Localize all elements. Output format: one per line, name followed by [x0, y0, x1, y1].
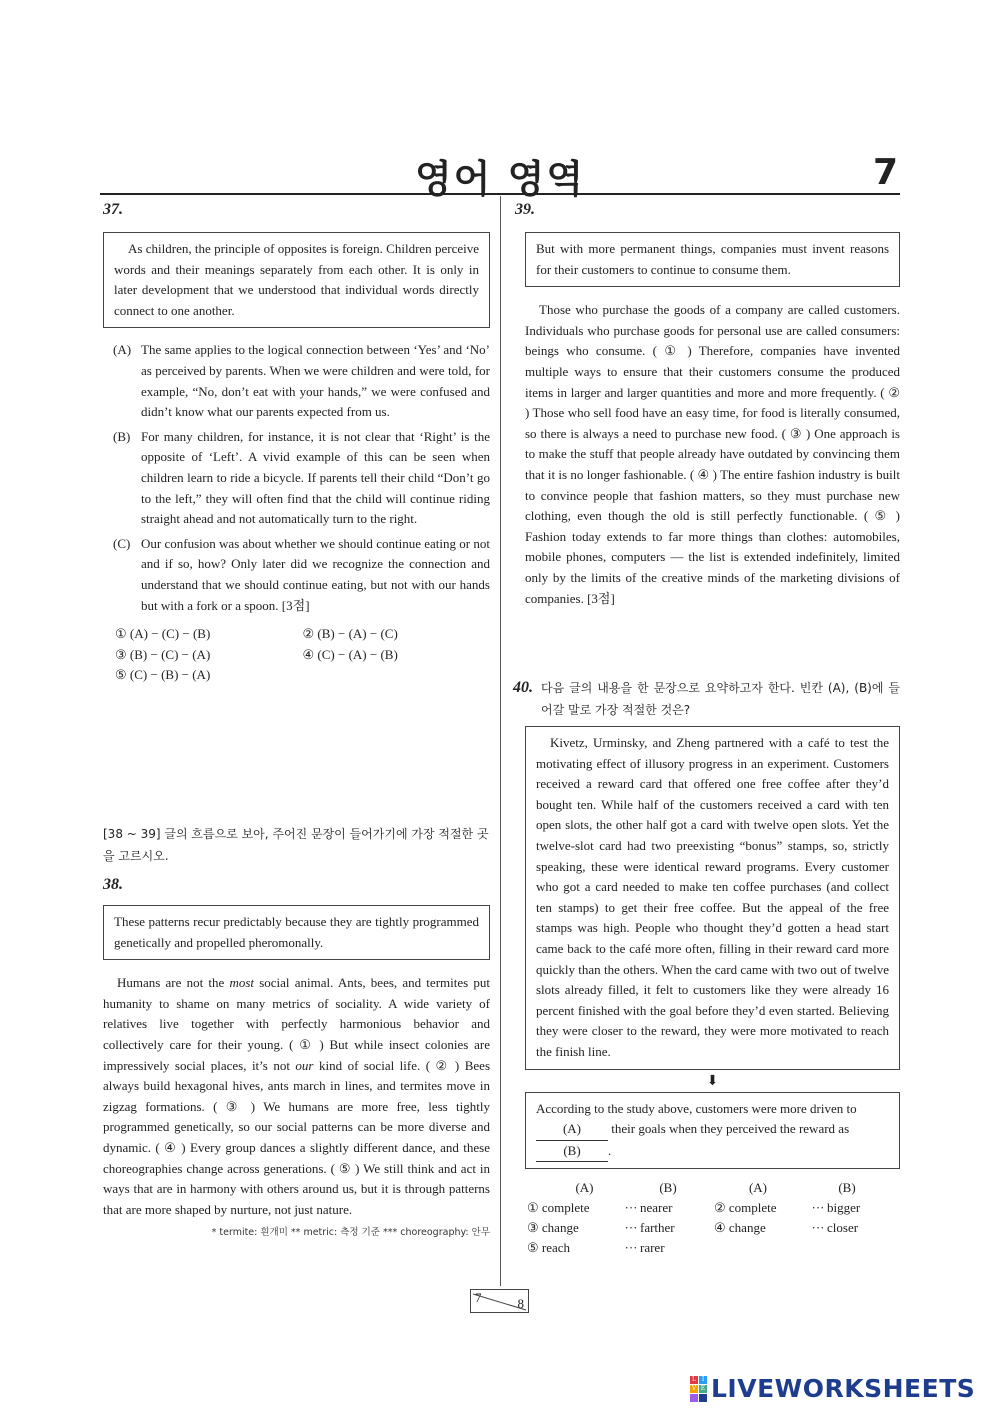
question-38-number: 38. — [103, 876, 123, 893]
header-rule — [100, 193, 900, 195]
choice-2-a-word: complete — [728, 1200, 777, 1216]
choice-1-a[interactable] — [527, 1198, 622, 1218]
passage-part-2: social animal. Ants, bees, and termites put humanity to shame on many metrics of sociality. A wide variety of relatives live together with perfectly harmonious behavior and collectively care for their young. ( ① ) But while insect colonies are impressively social places, it’s not — [103, 975, 490, 1073]
liveworksheets-brand — [690, 1374, 975, 1403]
choice-2-b: bigger — [827, 1200, 861, 1216]
logo-square-4: E — [700, 1384, 706, 1392]
choice-3-dots: ··· — [624, 1220, 638, 1236]
column-divider — [500, 196, 501, 1286]
question-39-passage: Those who purchase the goods of a company are called customers. Individuals who purchase goods for personal use are called consumers: beings who consume. ( ① ) Therefore, companies have invented multiple ways to ensure that their customers consume the produced items in larger and larger quantities and more and more frequently. ( ② ) Those who sell food have an easy time, for food is literally consumed, so there is always a need to purchase new food. ( ③ ) One approach is to make the stuff that people already have outdated by convincing them that it is no longer fashionable. ( ④ ) The entire fashion industry is built to convince people that fashion matters, so they must purchase new clothing, even though the old is still perfectly functionable. ( ⑤ ) Fashion today extends to far more things than clothes: automobiles, mobile phones, computers — the list is extended indefinitely, limited only by the limits of the creative minds of the marketing divisions of companies. [3점] — [525, 302, 900, 606]
choice-4-dots: ··· — [811, 1220, 825, 1236]
choice-3-number: ③ — [527, 1220, 539, 1236]
section-title: 영어 영역 — [414, 157, 586, 201]
header-b-right: (B) — [838, 1180, 856, 1196]
page-current: 7 — [475, 1290, 482, 1305]
choice-3[interactable]: ③ (B) − (C) − (A) — [115, 646, 211, 662]
logo-square-6 — [699, 1394, 707, 1402]
summary-part-1: According to the study above, customers were more driven to — [536, 1100, 857, 1116]
page-number: 7 — [872, 152, 898, 193]
question-40-summary-box — [525, 1092, 900, 1170]
passage-part-3: kind of social life. ( ② ) Bees always build hexagonal hives, ants march in lines, and termites move in zigzag formations. ( ③ ) We humans are more free, less tightly programmed genetically, so our social patterns can be more diverse and dynamic. ( ④ ) Every group dances a slightly different dance, and these choreographies change across generations. ( ⑤ ) We still think and act in ways that are in harmony with others around us, but it is through patterns that are more shaped by nurture, not just nature. — [103, 1057, 491, 1217]
choice-2-number: ② — [714, 1200, 726, 1216]
choices-row-1 — [527, 1198, 900, 1218]
choice-1-b: nearer — [640, 1200, 673, 1216]
option-b — [103, 427, 490, 530]
option-c — [103, 534, 490, 616]
choice-4[interactable]: ④ (C) − (A) − (B) — [302, 646, 398, 662]
passage-emphasis-most: most — [229, 975, 255, 991]
passage-emphasis-our: our — [295, 1057, 314, 1073]
choice-5-b: rarer — [640, 1240, 665, 1256]
question-40-header — [513, 677, 900, 721]
option-b-label: (B) — [113, 428, 131, 444]
question-40 — [513, 677, 900, 1258]
header-b-left: (B) — [659, 1180, 677, 1196]
question-40-passage-box: Kivetz, Urminsky, and Zheng partnered with a café to test the motivating effect of illusory progress in an experiment. Customers received a reward card that offered one free coffee after they’d bought ten. While half of the customers received a card with ten open slots, the other half got a card with twelve open slots. Yet the twelve-slot card had two preexisting “bonus” stamps, so, strictly speaking, these were identical reward programs. Every customer who got a card needed to make ten coffee purchases (and collect ten stamps) to get their free coffee. But the appeal of the free stamps was high. People who thought they’d gotten a head start came back to the café more often, filling in their reward card more quickly than the others. When the card came with two out of twelve slots already filled, it felt to customers like they were already 16 percent finished with the goal before they’d even started. Believing they were closer to the reward, they were more motivated to reach the finish line. — [525, 726, 900, 1070]
question-37-number: 37. — [103, 201, 123, 218]
logo-square-2: I — [699, 1376, 707, 1384]
header-a-left: (A) — [575, 1180, 594, 1196]
choice-4-b: closer — [827, 1220, 859, 1236]
question-39-given-box: But with more permanent things, companies must invent reasons for their customers to continue to consume them. — [525, 232, 900, 287]
choice-4-number: ④ — [714, 1220, 726, 1236]
logo-square-5 — [690, 1394, 698, 1402]
instruction-38-39: [38 ~ 39] 글의 흐름으로 보아, 주어진 문장이 들어가기에 가장 적절한 곳을 고르시오. — [103, 827, 489, 863]
question-40-number: 40. — [513, 679, 533, 696]
left-column — [103, 201, 490, 686]
choice-5-number: ⑤ — [527, 1240, 539, 1256]
question-40-prompt: 다음 글의 내용을 한 문장으로 요약하고자 한다. 빈칸 (A), (B)에 들어갈 말로 가장 적절한 것은? — [541, 681, 900, 717]
logo-square-3: V — [691, 1384, 697, 1392]
question-37-options — [103, 340, 490, 616]
blank-a[interactable]: (A) — [536, 1119, 608, 1141]
choice-4-a[interactable] — [714, 1218, 809, 1238]
choice-5-dots: ··· — [624, 1240, 638, 1256]
choice-1-number: ① — [527, 1200, 539, 1216]
right-column — [515, 201, 900, 609]
question-38 — [103, 876, 490, 1238]
choice-3-b: farther — [640, 1220, 675, 1236]
choice-2-dots: ··· — [811, 1200, 825, 1216]
passage-part-1: Humans are not the — [117, 975, 230, 991]
choice-5-a-word: reach — [541, 1240, 571, 1256]
choice-1[interactable]: ① (A) − (C) − (B) — [115, 626, 211, 642]
option-b-text: For many children, for instance, it is not clear that ‘Right’ is the opposite of ‘Left’. A vivid example of this can be seen when children learn to ride a bicycle. If parents tell their child “Don’t go to the left,” they will often find that the child will continue riding straight ahead and not automatically turn to the right. — [141, 428, 490, 527]
option-a — [103, 340, 490, 422]
choices-row-3 — [527, 1238, 900, 1258]
choice-2-a[interactable] — [714, 1198, 809, 1218]
summary-part-2: their goals when they perceived the reward as — [608, 1121, 850, 1137]
question-39-number: 39. — [515, 201, 535, 218]
logo-square-1: L — [690, 1376, 698, 1384]
page-indicator — [470, 1289, 529, 1313]
page-total: 8 — [517, 1296, 524, 1311]
question-38-given-box: These patterns recur predictably because they are tightly programmed genetically and propelled pheromonally. — [103, 905, 490, 960]
choice-5[interactable]: ⑤ (C) − (B) − (A) — [115, 667, 211, 683]
choices-row-2 — [527, 1218, 900, 1238]
choice-4-a-word: change — [728, 1220, 766, 1236]
brand-name: LIVEWORKSHEETS — [711, 1374, 976, 1403]
question-38-passage — [103, 973, 490, 1220]
option-a-label: (A) — [113, 342, 132, 358]
question-40-choices — [527, 1178, 900, 1258]
choice-1-a-word: complete — [541, 1200, 590, 1216]
choice-1-dots: ··· — [624, 1200, 638, 1216]
summary-part-3: . — [608, 1142, 612, 1158]
liveworksheets-logo-icon — [690, 1376, 707, 1402]
option-c-label: (C) — [113, 535, 131, 551]
option-c-text: Our confusion was about whether we should continue eating or not and if so, how? Only later did we recognize the connection and understand that we should continue eating, but not with our hands but with a fork or a spoon. [3점] — [141, 535, 490, 613]
header-a-right: (A) — [748, 1180, 768, 1196]
option-a-text: The same applies to the logical connection between ‘Yes’ and ‘No’ as perceived by parents. When we were children and were told, for example, “No, don’t eat with your hands,” we were confused and didn’t know what our parents expected from us. — [141, 342, 490, 420]
choices-header-row — [527, 1178, 900, 1198]
question-37-given-box: As children, the principle of opposites is foreign. Children perceive words and their meanings separately from each other. It is only in later development that we understood that individual words directly connect to one another. — [103, 232, 490, 328]
blank-b[interactable]: (B) — [536, 1141, 608, 1163]
choice-5-a[interactable] — [527, 1238, 622, 1258]
down-arrow-icon: ⬇ — [706, 1072, 719, 1089]
question-37-choices — [103, 624, 490, 686]
choice-3-a[interactable] — [527, 1218, 622, 1238]
choice-2[interactable]: ② (B) − (A) − (C) — [302, 626, 398, 642]
choice-3-a-word: change — [541, 1220, 579, 1236]
question-38-footnote: * termite: 흰개미 ** metric: 측정 기준 *** choreography: 안무 — [211, 1227, 490, 1239]
